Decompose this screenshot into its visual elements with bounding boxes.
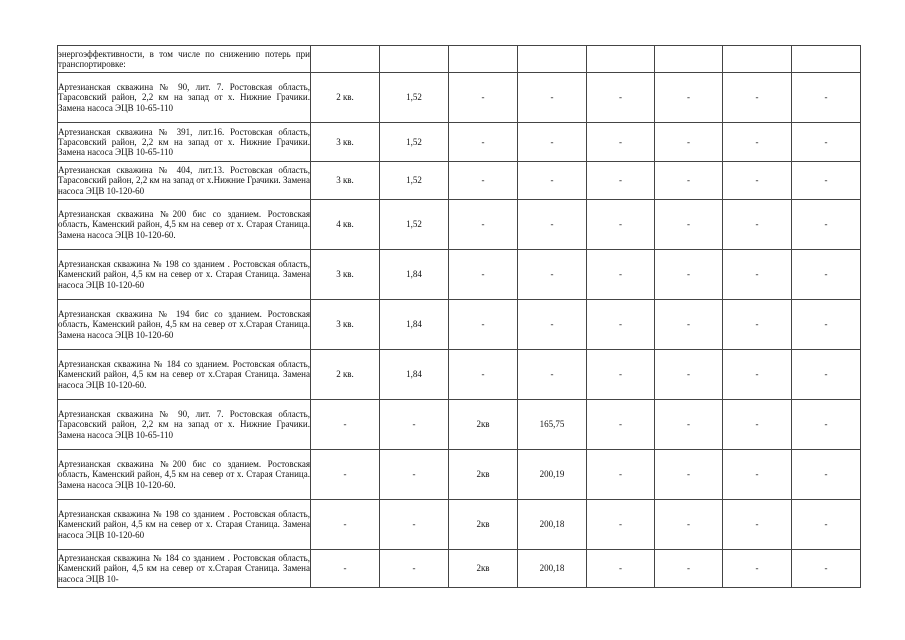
work-description: Артезианская скважина № 90, лит. 7. Ростовская область, Тарасовский район, 2,2 км на запад от х. Нижние Грачики. Замена насоса ЭЦВ 10-65-110 (58, 400, 311, 450)
table-cell: - (311, 450, 380, 500)
table-cell: - (449, 250, 518, 300)
table-cell: - (518, 350, 587, 400)
table-cell: - (792, 250, 861, 300)
table-cell: 2 кв. (311, 350, 380, 400)
table-cell: - (449, 162, 518, 200)
table-cell: - (587, 350, 655, 400)
table-cell: - (311, 550, 380, 588)
table-cell: - (587, 550, 655, 588)
table-row (58, 250, 861, 300)
work-description: Артезианская скважина № 198 со зданием . Ростовская область, Каменский район, 4,5 км на север от х. Старая Станица. Замена насоса ЭЦВ 10-120-60 (58, 500, 311, 550)
table-cell: - (449, 123, 518, 162)
table-row (58, 350, 861, 400)
table-cell: - (380, 500, 449, 550)
table-cell: - (792, 550, 861, 588)
table-cell: 1,52 (380, 162, 449, 200)
table-cell: - (792, 300, 861, 350)
table-cell: - (723, 500, 792, 550)
table-cell: - (449, 200, 518, 250)
table-cell (792, 46, 861, 73)
table-cell: - (311, 400, 380, 450)
table-cell: - (792, 500, 861, 550)
work-description: Артезианская скважина №200 бис со зданием. Ростовская область, Каменский район, 4,5 км на север от х. Старая Станица. Замена насоса ЭЦВ 10-120-60. (58, 200, 311, 250)
work-description: Артезианская скважина №200 бис со зданием. Ростовская область, Каменский район, 4,5 км на север от х. Старая Станица. Замена насоса ЭЦВ 10-120-60. (58, 450, 311, 500)
table-cell: 1,84 (380, 300, 449, 350)
table-cell: - (723, 162, 792, 200)
table-cell (587, 46, 655, 73)
table-cell (518, 46, 587, 73)
table-cell: - (655, 550, 723, 588)
table-row (58, 550, 861, 588)
table-cell: - (655, 400, 723, 450)
table-cell: 2кв (449, 550, 518, 588)
table-cell (380, 46, 449, 73)
work-description: Артезианская скважина № 184 со зданием. Ростовская область, Каменский район, 4,5 км на север от х.Старая Станица. Замена насоса ЭЦВ 10-120-60. (58, 350, 311, 400)
table-cell: - (723, 400, 792, 450)
table-cell: - (587, 123, 655, 162)
table-cell: 3 кв. (311, 162, 380, 200)
table-row (58, 450, 861, 500)
table-cell: - (723, 300, 792, 350)
table-cell: - (587, 162, 655, 200)
table-cell: 2 кв. (311, 73, 380, 123)
table-cell: 200,18 (518, 500, 587, 550)
table-cell: 2кв (449, 450, 518, 500)
table-row (58, 123, 861, 162)
table-row (58, 73, 861, 123)
table-cell: 200,19 (518, 450, 587, 500)
table-cell: - (792, 350, 861, 400)
table-cell: 1,52 (380, 73, 449, 123)
table-cell: - (723, 73, 792, 123)
table-cell: - (792, 73, 861, 123)
table-cell: - (449, 300, 518, 350)
table-cell: - (792, 123, 861, 162)
table-cell: - (380, 450, 449, 500)
table-cell: - (587, 73, 655, 123)
table-cell: - (792, 200, 861, 250)
table-cell: - (723, 350, 792, 400)
table-cell: 1,52 (380, 123, 449, 162)
table-cell: 2кв (449, 500, 518, 550)
table-cell: - (792, 400, 861, 450)
work-description: Артезианская скважина № 90, лит. 7. Ростовская область, Тарасовский район, 2,2 км на запад от х. Нижние Грачики. Замена насоса ЭЦВ 10-65-110 (58, 73, 311, 123)
table-cell: - (655, 300, 723, 350)
table-cell: - (587, 300, 655, 350)
table-cell: - (655, 350, 723, 400)
table-cell: - (655, 450, 723, 500)
work-description: Артезианская скважина № 404, лит.13. Ростовская область, Тарасовский район, 2,2 км на запад от х.Нижние Грачики. Замена насоса ЭЦВ 10-120-60 (58, 162, 311, 200)
work-description: Артезианская скважина № 391, лит.16. Ростовская область, Тарасовский район, 2,2 км на запад от х. Нижние Грачики. Замена насоса ЭЦВ 10-65-110 (58, 123, 311, 162)
table-cell (655, 46, 723, 73)
table-cell: - (655, 500, 723, 550)
table-row (58, 162, 861, 200)
table-cell: - (723, 123, 792, 162)
table-cell: 1,84 (380, 350, 449, 400)
table-cell: - (449, 350, 518, 400)
table-cell: - (380, 400, 449, 450)
table-cell: - (518, 162, 587, 200)
work-description: Артезианская скважина № 184 со зданием . Ростовская область, Каменский район, 4,5 км на север от х.Старая Станица. Замена насоса ЭЦВ 10- (58, 550, 311, 588)
table-cell: 1,52 (380, 200, 449, 250)
table-cell: 3 кв. (311, 300, 380, 350)
table-cell: 1,84 (380, 250, 449, 300)
table-cell: - (587, 450, 655, 500)
table-cell: - (449, 73, 518, 123)
table-cell: - (311, 500, 380, 550)
table-row (58, 46, 861, 73)
table-cell: 3 кв. (311, 250, 380, 300)
table-cell: - (587, 400, 655, 450)
table-cell: - (792, 450, 861, 500)
table-cell: - (587, 250, 655, 300)
work-description: энергоэффективности, в том числе по снижению потерь при транспортировке: (58, 46, 311, 73)
work-description: Артезианская скважина № 198 со зданием . Ростовская область, Каменский район, 4,5 км на север от х. Старая Станица. Замена насоса ЭЦВ 10-120-60 (58, 250, 311, 300)
table-row (58, 300, 861, 350)
table-cell: 165,75 (518, 400, 587, 450)
table-cell (311, 46, 380, 73)
table-cell: 3 кв. (311, 123, 380, 162)
table-cell: - (587, 500, 655, 550)
table-cell: - (518, 250, 587, 300)
works-table (57, 45, 861, 588)
table-cell: - (518, 200, 587, 250)
table-cell (723, 46, 792, 73)
table-cell: - (655, 200, 723, 250)
table-cell: - (723, 200, 792, 250)
table-cell: 4 кв. (311, 200, 380, 250)
table-cell: - (587, 200, 655, 250)
table-cell: - (518, 300, 587, 350)
table-cell: - (380, 550, 449, 588)
table-cell: - (655, 123, 723, 162)
table-cell (449, 46, 518, 73)
table-row (58, 200, 861, 250)
table-cell: - (723, 550, 792, 588)
table-cell: - (723, 450, 792, 500)
work-description: Артезианская скважина № 194 бис со зданием. Ростовская область, Каменский район, 4,5 км на север от х.Старая Станица. Замена насоса ЭЦВ 10-120-60 (58, 300, 311, 350)
table-row (58, 400, 861, 450)
table-cell: - (723, 250, 792, 300)
table-cell: - (655, 73, 723, 123)
table-cell: - (792, 162, 861, 200)
table-cell: - (655, 162, 723, 200)
table-cell: - (518, 123, 587, 162)
table-cell: 2кв (449, 400, 518, 450)
table-body (58, 46, 861, 588)
table-cell: 200,18 (518, 550, 587, 588)
table-row (58, 500, 861, 550)
table-cell: - (518, 73, 587, 123)
table-cell: - (655, 250, 723, 300)
